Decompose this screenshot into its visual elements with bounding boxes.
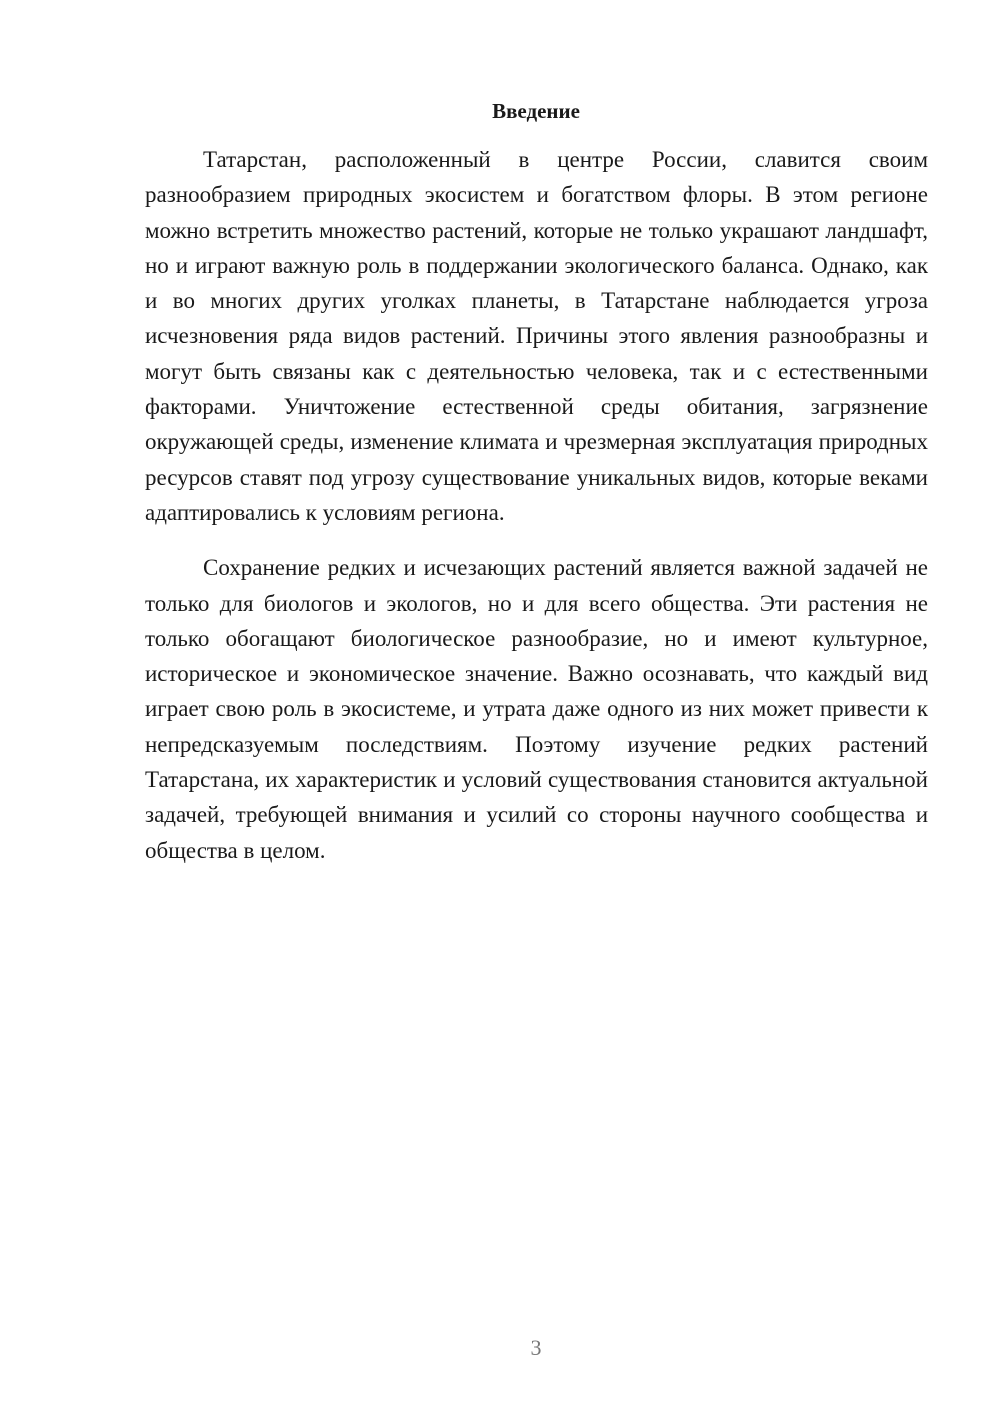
body-text bbox=[145, 142, 928, 868]
page-number: 3 bbox=[530, 1335, 542, 1360]
section-heading: Введение bbox=[492, 99, 580, 123]
paragraph-1: Татарстан, расположенный в центре России, славится своим разнообразием природных экосистем и богатством флоры. В этом регионе можно встретить множество растений, которые не только украшают ландшафт, но и играют важную роль в поддержании экологического баланса. Однако, как и во многих других уголках планеты, в Татарстане наблюдается угроза исчезновения ряда видов растений. Причины этого явления разнообразны и могут быть связаны как с деятельностью человека, так и с естественными факторами. Уничтожение естественной среды обитания, загрязнение окружающей среды, изменение климата и чрезмерная эксплуатация природных ресурсов ставят под угрозу существование уникальных видов, которые веками адаптировались к условиям региона. bbox=[145, 147, 928, 525]
paragraph-2: Сохранение редких и исчезающих растений является важной задачей не только для биологов и экологов, но и для всего общества. Эти растения не только обогащают биологическое разнообразие, но и имеют культурное, историческое и экономическое значение. Важно осознавать, что каждый вид играет свою роль в экосистеме, и утрата даже одного из них может привести к непредсказуемым последствиям. Поэтому изучение редких растений Татарстана, их характеристик и условий существования становится актуальной задачей, требующей внимания и усилий со стороны научного сообщества и общества в целом. bbox=[145, 555, 928, 863]
